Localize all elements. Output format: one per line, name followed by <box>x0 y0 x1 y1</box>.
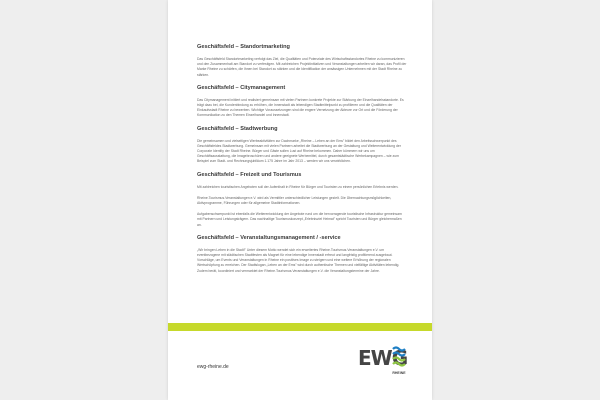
section-heading: Geschäftsfeld – Standortmarketing <box>197 44 290 50</box>
section-paragraph: Aufgabenschwerpunkt ist ebenfalls die Weiterentwicklung der Angebote rund um die hervorragende touristische Infrastruktur gemeinsam mit Partnern und Leistungsträgern. Das nachhaltige Tourismuskonzept „Erlebnisziel Heimat" spricht Touristen und Bürger gleichermaßen an. <box>197 212 402 227</box>
logo-subtext: RHEINE <box>392 371 406 375</box>
section-paragraph: Das Geschäftsfeld Standortmarketing verfolgt das Ziel, die Qualitäten und Potenziale des Wirtschaftsstandortes Rheine zu kommunizieren und den Zusammenhalt am Standort zu verfestigen. Mit zahlreichen Projektinitiativen und Veranstaltungen arbeiten wir daran, das Profil der Marke Rheine zu schärfen, die Ihnen bei Standort zu stärken und die Identifikation der ansässigen Unternehmen mit der Stadt Rheine zu stärken. <box>197 57 407 77</box>
section-paragraph: Rheine.Tourismus.Veranstaltungen e.V. wird als Vermittler unterschiedlicher Leistungen gezielt. Die Übernachtungsmöglichkeiten, Aktivprogramme, Führungen oder für allgemeine Stadtinformationen. <box>197 195 392 206</box>
section-paragraph: Das Citymanagement initiiert und realisiert gemeinsam mit vielen Partnern konkrete Projekte zur Stärkung der Einzelhandelsstandorte. Es trägt dazu bei, die Kundenbindung zu erhöhen, die Innenstadt als lebendigen Stadtmittelpunkt zu profilieren und die Qualitäten der Einkaufsstadt Rheine zu bewerben. Wichtige Voraussetzungen sind die engere Vernetzung der Akteure vor Ort und die Förderung der Kommunikation zu den Themen Einzelhandel und Innenstadt. <box>197 97 404 118</box>
section-paragraph: Die gemeinsamen und vielseitigen Werbeaktivitäten zur Dachmarke „Rheine – Leben an der Ems" bildet den Arbeitsschwerpunkt des Geschäftsfeldes Stadtwerbung. Gemeinsam mit vielen Partnern arbeitet die Stadtwerbung an der Gestaltung und Weiterentwicklung der Corporate Identity der Stadt Rheine. Bürger und Gäste sollen Lust auf Rheine bekommen. Daher kümmern wir uns um Geschäftsausstattung, die Imagebroschüren und andere geeignete Werbemittel, durch gesamtstädtische Werbekampagnen – wie zum Beispiel zum Stadt- und Rechnungsjubiläum 1.175 Jahre im Jahr 2013 – werden wir uns verwirklichen. <box>197 138 401 164</box>
section-veranstaltungsmanagement <box>197 235 407 274</box>
section-paragraph: Mit zahlreichen touristischen Angeboten soll der Aufenthalt in Rheine für Bürger und Touristen zu einem persönlichen Erlebnis werden. <box>197 184 399 189</box>
footer-url: ewg-rheine.de <box>197 364 229 370</box>
accent-stripe <box>168 323 432 331</box>
section-freizeit-tourismus <box>197 172 407 228</box>
wave-icon <box>392 346 406 370</box>
section-heading: Geschäftsfeld – Citymanagement <box>197 84 286 91</box>
section-heading: Geschäftsfeld – Stadtwerbung <box>197 125 278 132</box>
section-heading: Geschäftsfeld – Veranstaltungsmanagement / -service <box>197 234 341 241</box>
section-paragraph: „Wir bringen Leben in die Stadt!" Unter diesem Motto wendet sich ein erweitertes Rheine.Tourismus.Veranstaltungen e.V. um eventbezogene mit städtischen Stadtfesten als Magnet für eine lebendige Innenstadt erfreut und langfristig profitierend ausgebaut. Vorschläge, um Events und Veranstaltungen in Rheine ein positives Image zu steigern und eine weitere Erhöhung der regionalen Wertschöpfung zu erreichen. Der Stadtslogan „Leben an der Ems" wird durch authentische Themen und vielfältige Aktivitäten lebendig. Zudem berät, koordiniert und vermarktet der Rheine.Tourismus.Veranstaltungen e.V. die Veranstaltungstermine der Jahre. <box>197 247 400 273</box>
document-content <box>197 44 407 281</box>
ewg-logo <box>358 344 406 380</box>
logo-text: EWG <box>358 346 408 370</box>
section-citymanagement <box>197 85 407 119</box>
section-stadtwerbung <box>197 126 407 165</box>
section-heading: Geschäftsfeld – Freizeit und Tourismus <box>197 171 302 178</box>
section-standortmarketing <box>197 44 407 78</box>
document-page <box>168 0 432 400</box>
